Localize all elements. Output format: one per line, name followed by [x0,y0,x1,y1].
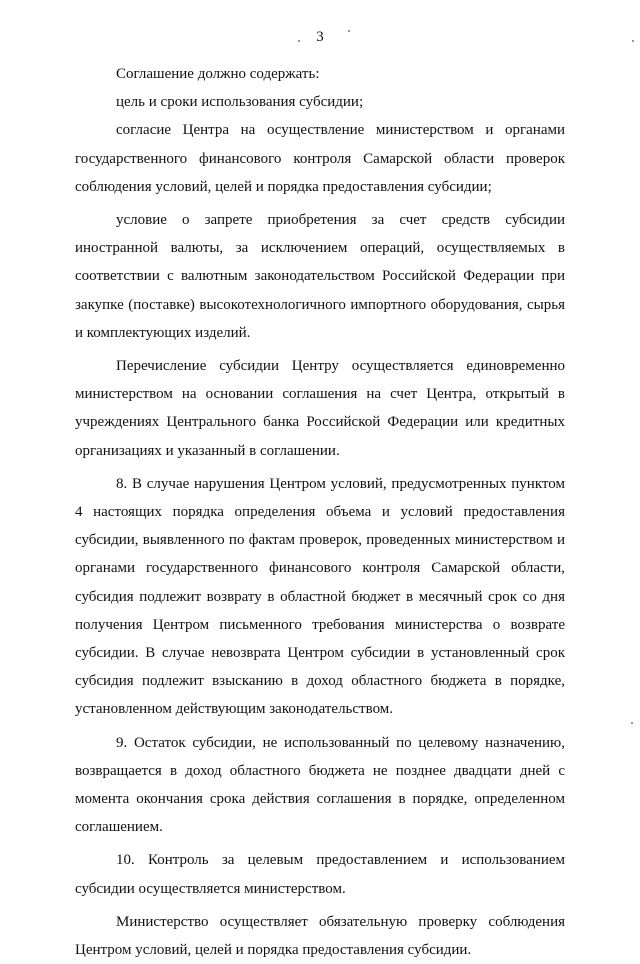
paragraph-subsidy-transfer: Перечисление субсидии Центру осуществляется единовременно министерством на основании соглашения на счет Центра, открытый в учреждениях Центрального банка Российской Федерации или кредитных организациях и указанный в соглашении. [75,358,565,459]
scan-speck [632,40,634,42]
paragraph-agreement-contents: Соглашение должно содержать: [116,66,320,82]
paragraph-item-9-remainder: 9. Остаток субсидии, не использованный по целевому назначению, возвращается в доход областного бюджета не позднее двадцати дней с момента окончания срока действия соглашения в порядке, определенном соглашением. [75,734,565,836]
scan-speck [298,40,300,42]
paragraph-item-8-refund: 8. В случае нарушения Центром условий, предусмотренных пунктом 4 настоящих порядка определения объема и условий предоставления субсидии, выявленного по фактам проверок, проведенных министерством и органами государственного финансового контроля Самарской области, субсидия подлежит возврату в областной бюджет в месячный срок со дня получения Центром письменного требования министерства о возврате субсидии. В случае невозврата Центром субсидии в установленный срок субсидия подлежит взысканию в доход областного бюджета в порядке, установленном действующим законодательством. [75,475,565,718]
paragraph-ministry-inspection: Министерство осуществляет обязательную проверку соблюдения Центром условий, целей и порядка предоставления субсидии. [75,913,565,959]
scan-speck [348,30,350,32]
paragraph-consent-to-inspections: согласие Центра на осуществление министерством и органами государственного финансового контроля Самарской области проверок соблюдения условий, целей и порядка предоставления субсидии; [75,122,565,195]
paragraph-item-10-control: 10. Контроль за целевым предоставлением и использованием субсидии осуществляется министерством. [75,852,565,897]
page-number: 3 [316,29,324,45]
paragraph-currency-prohibition: условие о запрете приобретения за счет средств субсидии иностранной валюты, за исключением операций, осуществляемых в соответствии с валютным законодательством Российской Федерации при закупке (поставке) высокотехнологичного импортного оборудования, сырья и комплектующих изделий. [75,212,565,341]
document-body [75,60,565,964]
scan-speck [631,722,633,724]
paragraph-goal-and-terms: цель и сроки использования субсидии; [116,94,364,111]
